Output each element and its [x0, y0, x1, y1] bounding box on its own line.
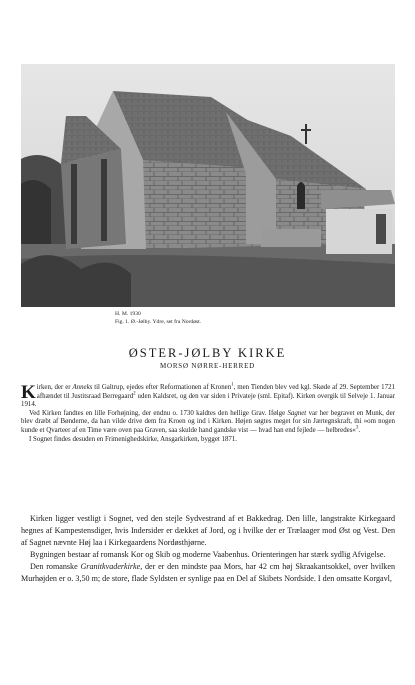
- intro-emphasis: Anneks: [72, 384, 93, 391]
- intro-text-fragment: til Galtrup, ejedes efter Reformationen af Kronen: [94, 384, 232, 391]
- intro-text-fragment: irken, der er: [36, 384, 71, 391]
- page-subtitle: MORSØ NØRRE-HERRED: [159, 362, 256, 370]
- footnote-ref: 2: [133, 391, 136, 397]
- intro-text: [21, 384, 395, 444]
- intro-text-fragment: uden Kaldsret, og den var siden i Privateje (sml. Epitaf). Kirken overgik til Selveje 1. Januar 1914.: [21, 392, 395, 409]
- footnote-ref: 1: [231, 382, 234, 388]
- drop-cap: K: [21, 382, 36, 403]
- main-text: [21, 513, 395, 584]
- photo-credit: [115, 311, 201, 326]
- body-paragraph-2: Bygningen bestaar af romansk Kor og Skib og moderne Vaabenhus. Orienteringen har stærk sydlig Afvigelse.: [30, 549, 386, 559]
- intro-text-fragment: var her begravet en Munk, der blev dræbt af Bønderne, da han vilde drive dem fra Kroen og ind i Kirken. Højen søgtes meget for sin Jærtegnskraft, thi »om nogen kunde et Qvarteer af en Time være oven paa Graven, saa skulde hand gandske vist — hvad han end fejlede — helbredes«: [21, 409, 395, 434]
- body-text-fragment: , der er den mindste paa Mors, har 42 cm høj Skraakantsokkel, over hvilken Murhøjden er o. 3,50 m; de store, flade Syldsten er synlige paa en Del af Skibets Nordside. I den omsatte Korgavl,: [21, 561, 395, 583]
- body-emphasis: Granitkvaderkirke: [80, 561, 141, 571]
- footnote-ref: 3: [355, 425, 359, 431]
- intro-paragraph-2: [21, 410, 395, 436]
- body-paragraph-1: Kirken ligger vestligt i Sognet, ved den stejle Sydvestrand af et Bakkedrag. Den lille, langstrakte Kirkegaard hegnes af Kampestensdiger, hvis Indersider er dækket af Jord, og i hvilke der er Trælaager mod Øst og Vest. Den af Sagnet nævnte Høj laa i Kirkegaardens Nordøsthjørne.: [21, 514, 395, 547]
- body-paragraph-3: [21, 561, 395, 585]
- intro-paragraph-3: I Sognet findes desuden en Frimenighedskirke, Ansgarkirken, bygget 1871.: [29, 435, 238, 443]
- intro-paragraph-1: [21, 384, 395, 410]
- photo-credit-line: H. M. 1930: [115, 311, 141, 317]
- intro-text-fragment: Ved Kirken fandtes en lille Forhøjning, der endnu o. 1730 kaldtes den hellige Grav. Ifølge: [29, 409, 286, 417]
- intro-text-fragment: .: [358, 426, 361, 434]
- body-text-fragment: Den romanske: [30, 561, 78, 571]
- figure-caption: Fig. 1. Ø.-Jølby. Ydre, set fra Nordøst.: [115, 318, 202, 325]
- intro-text-fragment: , men Tienden blev ved kgl. Skøde af 29. September 1721 afhændet til Justitsraad Berregaard: [36, 384, 395, 400]
- church-photo: [21, 64, 395, 307]
- intro-emphasis: Sagnet: [287, 409, 307, 417]
- page-title: ØSTER-JØLBY KIRKE: [128, 346, 287, 360]
